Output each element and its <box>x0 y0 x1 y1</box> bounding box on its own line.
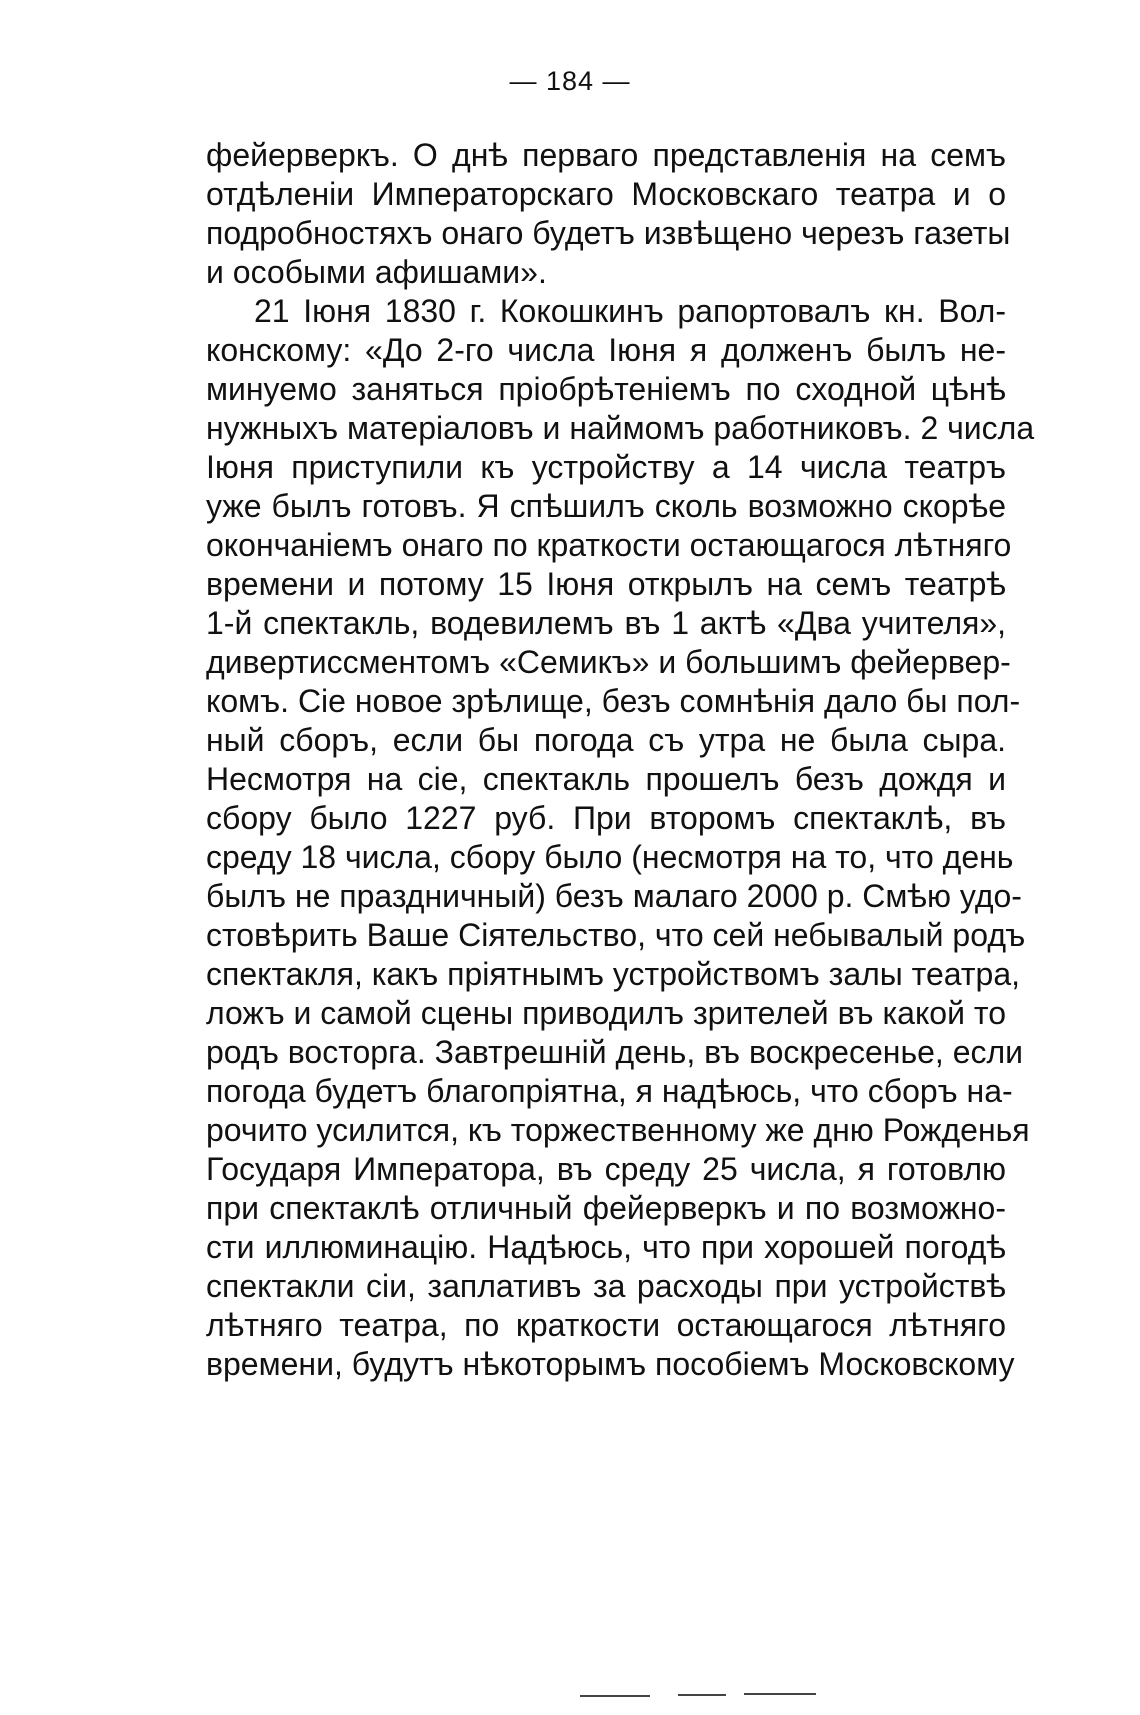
text-line: минуемо заняться пріобрѣтеніемъ по сходной цѣнѣ <box>206 371 1006 407</box>
text-line: времени, будутъ нѣкоторымъ пособіемъ Московскому <box>206 1346 1015 1382</box>
text-line: дивертиссментомъ «Семикъ» и большимъ фейервер- <box>206 644 1011 680</box>
text-line: погода будетъ благопріятна, я надѣюсь, что сборъ на- <box>206 1073 1013 1109</box>
text-line: Государя Императора, въ среду 25 числа, я готовлю <box>206 1151 1006 1187</box>
text-line: рочито усилится, къ торжественному же дню Рожденья <box>206 1112 1030 1148</box>
text-line: ложъ и самой сцены приводилъ зрителей въ какой то <box>206 995 1006 1031</box>
text-line: отдѣленіи Императорскаго Московскаго театра и о <box>206 176 1006 212</box>
text-line: лѣтняго театра, по краткости остающагося лѣтняго <box>206 1307 1006 1343</box>
page-number: — 184 — <box>509 66 631 96</box>
body-text <box>206 136 1035 1384</box>
scan-artifact-marks <box>580 1692 820 1700</box>
text-line: Іюня приступили къ устройству а 14 числа театръ <box>206 449 1006 485</box>
scan-mark <box>744 1693 816 1695</box>
text-line: спектакли сіи, заплативъ за расходы при устройствѣ <box>206 1268 1006 1304</box>
text-line: и особыми афишами». <box>206 254 547 290</box>
text-line: сбору было 1227 руб. При второмъ спектаклѣ, въ <box>206 800 1006 836</box>
text-line: среду 18 числа, сбору было (несмотря на то, что день <box>206 839 1014 875</box>
text-line: окончаніемъ онаго по краткости остающагося лѣтняго <box>206 527 1012 563</box>
text-line: сти иллюминацію. Надѣюсь, что при хорошей погодѣ <box>206 1229 1006 1265</box>
text-line: стовѣрить Ваше Сіятельство, что сей небывалый родъ <box>206 917 1026 953</box>
text-line: 21 Іюня 1830 г. Кокошкинъ рапортовалъ кн. Вол- <box>254 293 1006 329</box>
scan-mark <box>580 1695 650 1697</box>
text-line: конскому: «До 2-го числа Іюня я долженъ былъ не- <box>206 332 1006 368</box>
text-line: родъ восторга. Завтрешній день, въ воскресенье, если <box>206 1034 1024 1070</box>
text-line: нужныхъ матеріаловъ и наймомъ работниковъ. 2 числа <box>206 410 1035 446</box>
text-line: Несмотря на сіе, спектакль прошелъ безъ дождя и <box>206 761 1006 797</box>
text-line: ный сборъ, если бы погода съ утра не была сыра. <box>206 722 1006 758</box>
scan-mark <box>678 1694 726 1696</box>
text-line: уже былъ готовъ. Я спѣшилъ сколь возможно скорѣе <box>206 488 1006 524</box>
text-line: при спектаклѣ отличный фейерверкъ и по возможно- <box>206 1190 1006 1226</box>
text-line: фейерверкъ. О днѣ перваго представленія на семъ <box>206 137 1006 173</box>
text-line: комъ. Сіе новое зрѣлище, безъ сомнѣнія дало бы пол- <box>206 683 1021 719</box>
text-line: былъ не праздничный) безъ малаго 2000 р. Смѣю удо- <box>206 878 1022 914</box>
text-line: 1-й спектакль, водевилемъ въ 1 актѣ «Два учителя», <box>206 605 1006 641</box>
text-line: подробностяхъ онаго будетъ извѣщено черезъ газеты <box>206 215 1011 251</box>
text-line: спектакля, какъ пріятнымъ устройствомъ залы театра, <box>206 956 1020 992</box>
text-line: времени и потому 15 Іюня открылъ на семъ театрѣ <box>206 566 1006 602</box>
